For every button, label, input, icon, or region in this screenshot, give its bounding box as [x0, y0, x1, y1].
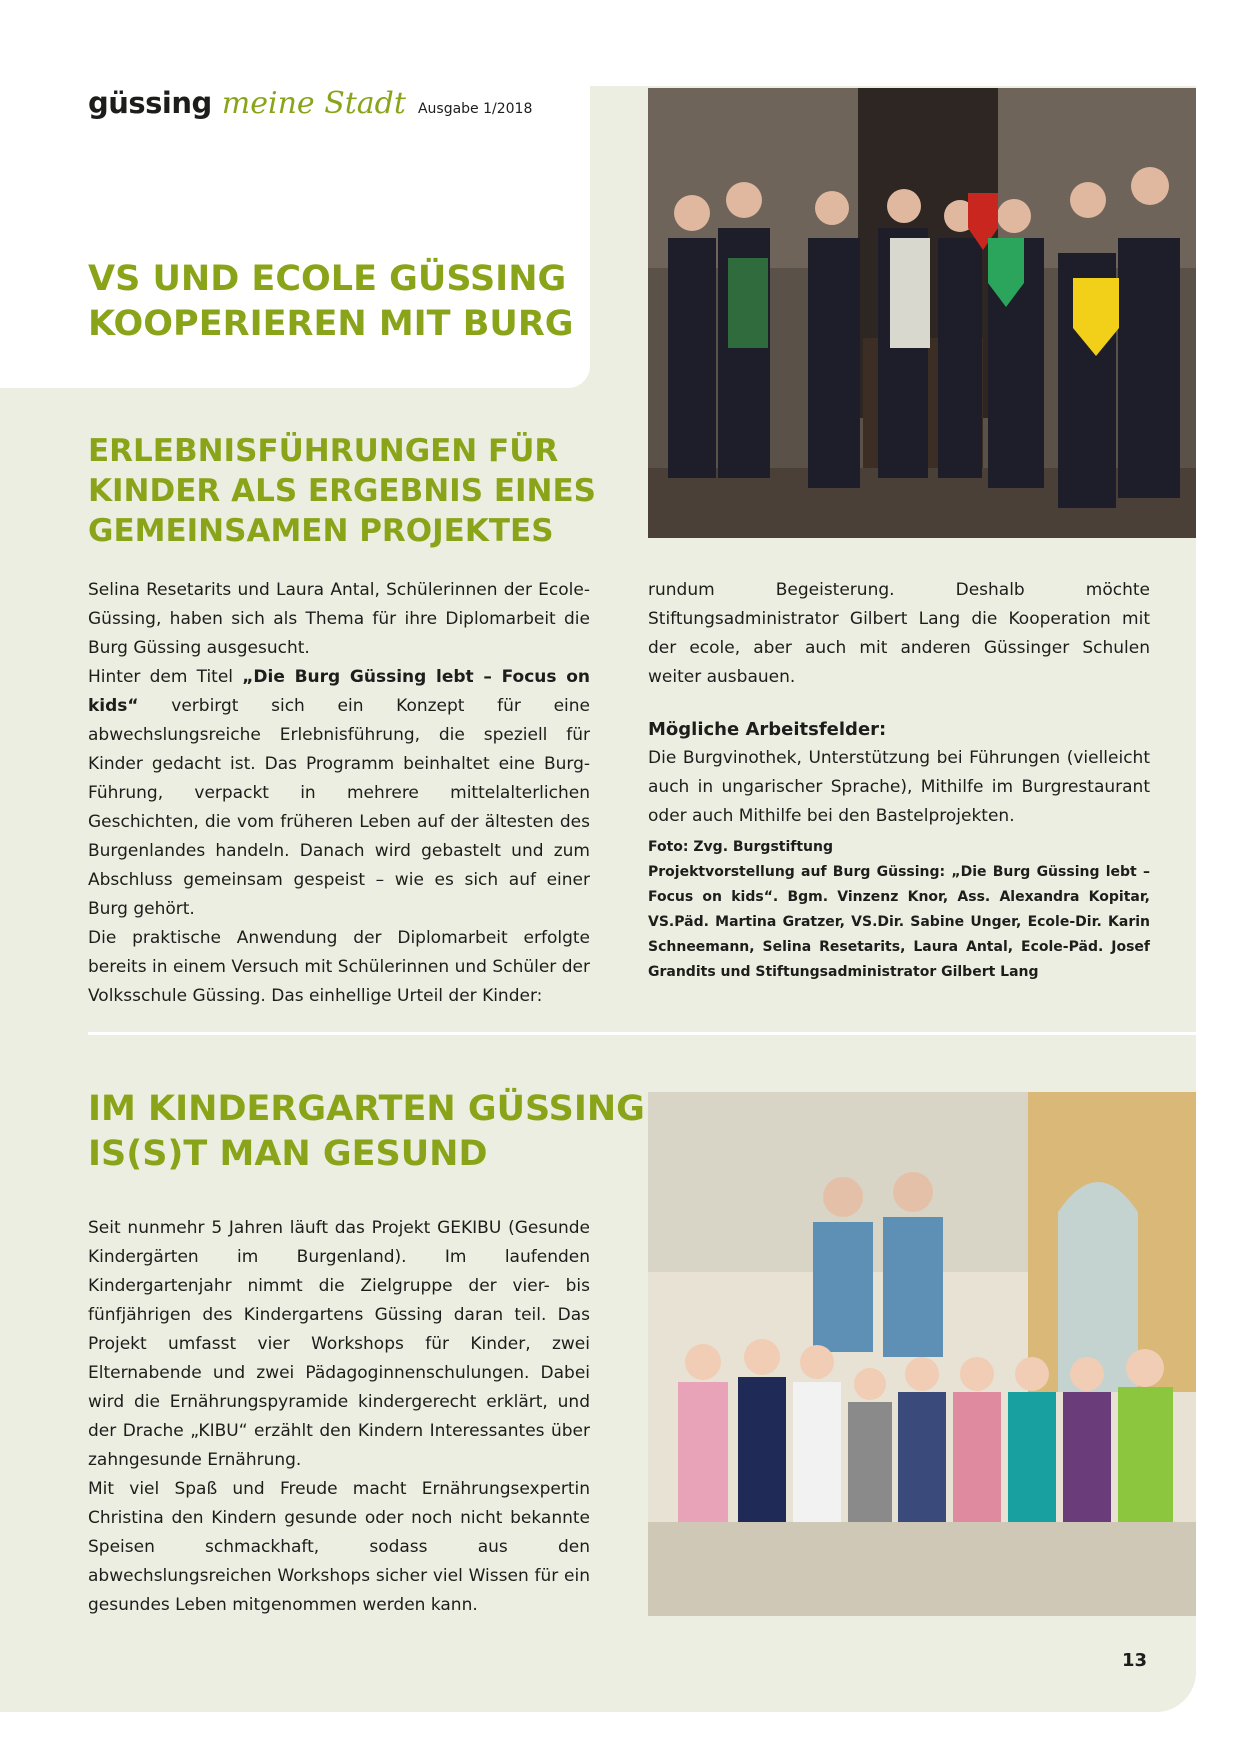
article1-subheading: Mögliche Arbeitsfelder: — [648, 719, 887, 740]
article2-title: IM KINDERGARTEN GÜSSING IS(S)T MAN GESUND — [88, 1089, 645, 1174]
article1-paragraph-2-rest: verbirgt sich ein Konzept für eine abwechslungsreiche Erlebnisführung, die speziell für Kinder gedacht ist. Das Programm beinhaltet eine Burg-Führung, verpackt in mehrere mittelalterlichen Geschichten, die vom früheren Leben auf der ältesten des Burgenlandes handeln. Danach wird gebastelt und zum Abschluss gemeinsam gespeist – wie es sich auf einer Burg gehört. — [88, 696, 590, 919]
brand-wordmark: güssing — [88, 86, 212, 120]
brand-script-tagline: meine Stadt — [221, 86, 406, 121]
article2-paragraph-1: Seit nunmehr 5 Jahren läuft das Projekt GEKIBU (Gesunde Kindergärten im Burgenland). Im laufenden Kindergartenjahr nimmt die Zielgruppe der vier- bis fünfjährigen des Kindergartens Güssing daran teil. Das Projekt umfasst vier Workshops für Kinder, zwei Elternabende und zwei Pädagoginnenschulungen. Dabei wird die Ernährungspyramide kindergerecht erklärt, und der Drache „KIBU“ erzählt den Kindern Interessantes über zahngesunde Ernährung. — [88, 1218, 590, 1470]
page-number: 13 — [1122, 1650, 1148, 1671]
article1-paragraph-5: Die Burgvinothek, Unterstützung bei Führungen (vielleicht auch in ungarischer Sprache), Mithilfe im Burgrestaurant oder auch Mithilfe bei den Bastelprojekten. — [648, 748, 1150, 826]
article1-paragraph-2 — [88, 663, 590, 924]
article2-column — [88, 1214, 590, 1620]
article1-subtitle: ERLEBNISFÜHRUNGEN FÜR KINDER ALS ERGEBNIS EINES GEMEINSAMEN PROJEKTES — [88, 433, 596, 549]
issue-label: Ausgabe 1/2018 — [417, 101, 533, 117]
article1-paragraph-2-lead: Hinter dem Titel — [88, 667, 243, 687]
right-margin — [1196, 0, 1241, 1754]
caption-text: Projektvorstellung auf Burg Güssing: „Die Burg Güssing lebt – Focus on kids“. Bgm. Vinzenz Knor, Ass. Alexandra Kopitar, VS.Päd. Martina Gratzer, VS.Dir. Sabine Unger, Ecole-Dir. Karin Schneemann, Selina Resetarits, Laura Antal, Ecole-Päd. Josef Grandits und Stiftungsadministrator Gilbert Lang — [648, 864, 1150, 980]
article1-column-left — [88, 576, 590, 1011]
article1-paragraph-4: rundum Begeisterung. Deshalb möchte Stiftungsadministrator Gilbert Lang die Kooperation mit der ecole, aber auch mit anderen Güssinger Schulen weiter ausbauen. — [648, 580, 1150, 687]
kindergarten-group-photo — [648, 1092, 1196, 1616]
article2-paragraph-2: Mit viel Spaß und Freude macht Ernährungsexpertin Christina den Kindern gesunde oder noch nicht bekannte Speisen schmackhaft, sodass aus den abwechslungsreichen Workshops sicher viel Wissen für ein gesundes Leben mitgenommen werden kann. — [88, 1479, 590, 1615]
project-title-bold: „Die Burg Güssing lebt – Focus on kids“ — [88, 667, 590, 716]
article1-paragraph-3: Die praktische Anwendung der Diplomarbeit erfolgte bereits in einem Versuch mit Schülerinnen und Schüler der Volksschule Güssing. Das einhellige Urteil der Kinder: — [88, 928, 590, 1006]
castle-group-photo — [648, 88, 1196, 538]
caption-credit: Foto: Zvg. Burgstiftung — [648, 839, 834, 855]
section-divider — [88, 1032, 1196, 1035]
page-header — [88, 86, 532, 121]
article1-paragraph-1: Selina Resetarits und Laura Antal, Schülerinnen der Ecole-Güssing, haben sich als Thema für ihre Diplomarbeit die Burg Güssing ausgesucht. — [88, 580, 590, 658]
article1-column-right — [648, 576, 1150, 831]
article1-title: VS UND ECOLE GÜSSING KOOPERIEREN MIT BURG — [88, 259, 574, 344]
photo-caption — [648, 835, 1150, 985]
